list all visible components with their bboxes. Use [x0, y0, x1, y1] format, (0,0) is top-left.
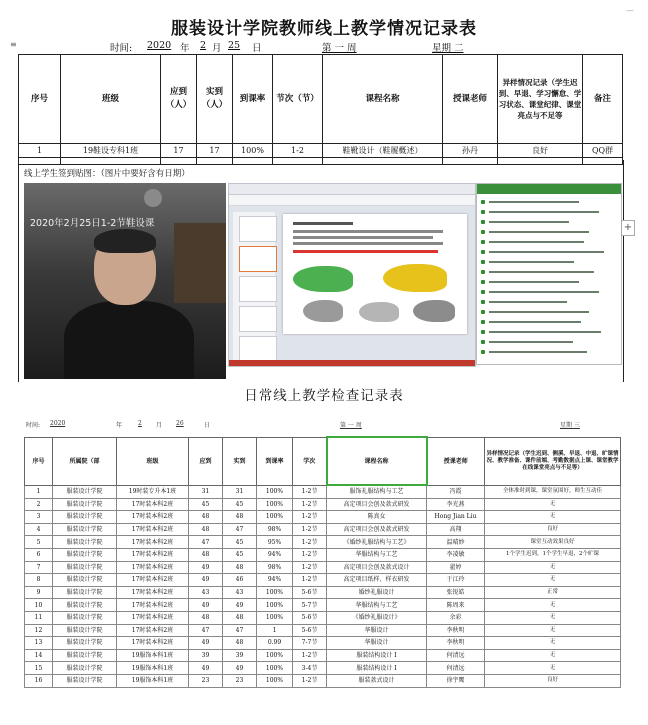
cell-index[interactable]: 7: [25, 561, 53, 574]
shoe-image-gray: [359, 302, 399, 322]
check-table-body: [25, 485, 621, 687]
cell-course[interactable]: 服饰礼服结构与工艺: [327, 485, 427, 498]
cell-actual[interactable]: 49: [223, 599, 257, 612]
header-period-2: 学次: [293, 437, 327, 485]
cell-department[interactable]: 服装设计学院: [53, 662, 117, 675]
cell-rate[interactable]: 100%: [257, 611, 293, 624]
cell-expected[interactable]: 49: [189, 637, 223, 650]
weekday-label-2: 星期 三: [560, 422, 580, 429]
teacher-hair-shape: [94, 229, 156, 253]
cell-teacher[interactable]: Hong Jian Liu: [427, 511, 485, 524]
cell-rate[interactable]: 100%: [257, 662, 293, 675]
cell-rate[interactable]: 98%: [257, 523, 293, 536]
cell-actual[interactable]: 48: [223, 561, 257, 574]
cell-course[interactable]: 《婚纱礼服设计》: [327, 611, 427, 624]
slide-text-line: [293, 236, 433, 239]
cell-rate[interactable]: 100%: [257, 586, 293, 599]
cell-index[interactable]: 12: [25, 624, 53, 637]
cell-class[interactable]: 17时装本科2班: [117, 523, 189, 536]
cell-course[interactable]: 服装结构设计 I: [327, 649, 427, 662]
header-attendance-rate-2: 到课率: [257, 437, 293, 485]
header-remarks: 备注: [583, 55, 623, 144]
cell-index[interactable]: 10: [25, 599, 53, 612]
cell-expected[interactable]: 49: [189, 599, 223, 612]
cell-index[interactable]: 14: [25, 649, 53, 662]
cell-notes[interactable]: 无: [485, 649, 621, 662]
cell-actual[interactable]: 46: [223, 574, 257, 587]
header-course-2[interactable]: 课程名称: [327, 437, 427, 485]
header-index: 序号: [19, 55, 61, 144]
cell-index[interactable]: 1: [25, 485, 53, 498]
cell-course[interactable]: 婚纱礼服设计: [327, 586, 427, 599]
cell-index[interactable]: 6: [25, 548, 53, 561]
cell-department[interactable]: 服装设计学院: [53, 485, 117, 498]
table-row: [25, 485, 621, 498]
cell-course[interactable]: 华服设计: [327, 624, 427, 637]
header-anomaly-notes-2: 异样情况记录（学生迟到、侧溪、早退、中退、旷课情况、教学准备、课件前端、考勤数据点上课、课堂教学在线课堂亮点与不足等）: [485, 437, 621, 485]
cell-course[interactable]: 陈真女: [327, 511, 427, 524]
cell-notes[interactable]: 良好: [485, 674, 621, 687]
time-month-unit: 月: [212, 43, 222, 54]
cell-class[interactable]: 19服饰本科1班: [117, 674, 189, 687]
cell-notes[interactable]: 无: [485, 561, 621, 574]
cell-notes[interactable]: 无: [485, 599, 621, 612]
time-year-unit: 年: [180, 43, 190, 54]
cell-course[interactable]: 高定项目会创及款式研发: [327, 523, 427, 536]
cell-department[interactable]: 服装设计学院: [53, 674, 117, 687]
slide-thumbnail: [239, 246, 277, 272]
header-teacher-2: 授课老师: [427, 437, 485, 485]
cell-class[interactable]: 17时装本科2班: [117, 624, 189, 637]
table-row: [25, 624, 621, 637]
cell-rate[interactable]: 98%: [257, 561, 293, 574]
table-row: [25, 599, 621, 612]
cell-period[interactable]: 1-2节: [293, 674, 327, 687]
cell-expected[interactable]: 48: [189, 611, 223, 624]
time-label-2: 时间:: [26, 422, 41, 429]
table-row: [25, 523, 621, 536]
time-month: 2: [200, 40, 207, 51]
cell-rate[interactable]: 100%: [257, 485, 293, 498]
time-day-unit-2: 日: [204, 422, 211, 429]
cell-period[interactable]: 1-2节: [293, 536, 327, 549]
cell-teacher[interactable]: 陈周来: [427, 599, 485, 612]
cell-actual[interactable]: 48: [223, 611, 257, 624]
cell-expected[interactable]: 23: [189, 674, 223, 687]
header-period: 节次（节）: [273, 55, 323, 144]
bookshelf-shape: [174, 223, 226, 303]
cell-expected[interactable]: 49: [189, 561, 223, 574]
cell-expected[interactable]: 31: [189, 485, 223, 498]
cell-teacher[interactable]: 李光燕: [427, 498, 485, 511]
cell-notes[interactable]: 良好: [498, 144, 583, 158]
table-row: [25, 649, 621, 662]
cell-class[interactable]: 17时装本科2班: [117, 536, 189, 549]
cell-rate[interactable]: 95%: [257, 536, 293, 549]
cell-actual[interactable]: 23: [223, 674, 257, 687]
cell-rate[interactable]: 100%: [257, 674, 293, 687]
cell-expected[interactable]: 48: [189, 523, 223, 536]
cell-notes[interactable]: 1个学生迟到，1个学生早退，2个旷课: [485, 548, 621, 561]
cell-department[interactable]: 服装设计学院: [53, 611, 117, 624]
cell-teacher[interactable]: 余彩: [427, 611, 485, 624]
cell-teacher[interactable]: 李秋明: [427, 624, 485, 637]
checkin-photo-video[interactable]: [24, 183, 226, 379]
slide-thumbnail: [239, 336, 277, 362]
cell-index[interactable]: 16: [25, 674, 53, 687]
cell-department[interactable]: 服装设计学院: [53, 511, 117, 524]
cell-notes[interactable]: 无: [485, 624, 621, 637]
cell-teacher[interactable]: 于江玲: [427, 574, 485, 587]
table-row: [25, 662, 621, 675]
cell-course[interactable]: 高定项目会创及款式研发: [327, 498, 427, 511]
cell-expected[interactable]: 45: [189, 498, 223, 511]
cell-notes[interactable]: 课堂互动效果良好: [485, 536, 621, 549]
cell-course[interactable]: 《婚纱礼服结构与工艺》: [327, 536, 427, 549]
header-actual-2: 实到: [223, 437, 257, 485]
slide-text-line: [293, 230, 443, 233]
header-index-2: 序号: [25, 437, 53, 485]
cell-index[interactable]: 2: [25, 498, 53, 511]
cell-course[interactable]: 华服结构与工艺: [327, 548, 427, 561]
slide-thumbnail-rail: [233, 212, 275, 360]
cell-class[interactable]: 19服饰本科1班: [117, 662, 189, 675]
header-teacher: 授课老师: [443, 55, 498, 144]
header-anomaly-notes: 异样情况记录（学生迟到、早退、学习懈怠、学习状态、课堂纪律、课堂亮点与不足等: [498, 55, 583, 144]
cell-class[interactable]: 17时装本科2班: [117, 511, 189, 524]
cell-period[interactable]: 7-7节: [293, 637, 327, 650]
cell-rate[interactable]: 100%: [257, 511, 293, 524]
cell-class[interactable]: 17时装本科2班: [117, 548, 189, 561]
cell-expected[interactable]: 49: [189, 574, 223, 587]
cell-rate[interactable]: 94%: [257, 574, 293, 587]
cell-expected[interactable]: 17: [161, 144, 197, 158]
cell-rate[interactable]: 100%: [257, 498, 293, 511]
cell-teacher[interactable]: 徐宇鹰: [427, 674, 485, 687]
time-label: 时间:: [110, 43, 133, 54]
cell-index[interactable]: 13: [25, 637, 53, 650]
cell-rate[interactable]: 94%: [257, 548, 293, 561]
weekday-label: 星期 二: [432, 43, 464, 54]
time-year: 2020: [147, 40, 172, 51]
table-row: [25, 611, 621, 624]
page-edge-dash: —: [626, 6, 634, 15]
cell-index[interactable]: 4: [25, 523, 53, 536]
cell-actual[interactable]: 45: [223, 536, 257, 549]
header-class-2: 班级: [117, 437, 189, 485]
table-move-handle-icon[interactable]: ≡: [10, 40, 17, 49]
checkin-photo-member-list[interactable]: [476, 183, 622, 365]
cell-actual[interactable]: 39: [223, 649, 257, 662]
cell-remarks[interactable]: QQ群: [583, 144, 623, 158]
cell-actual[interactable]: 31: [223, 485, 257, 498]
cell-expected[interactable]: 47: [189, 536, 223, 549]
cell-rate[interactable]: 100%: [233, 144, 273, 158]
header-class: 班级: [61, 55, 161, 144]
cell-department[interactable]: 服装设计学院: [53, 498, 117, 511]
time-day-2: 26: [176, 420, 184, 427]
table-row: [25, 498, 621, 511]
teacher-body-shape: [64, 301, 194, 379]
table-row: [25, 637, 621, 650]
cell-teacher[interactable]: 李凌敏: [427, 548, 485, 561]
check-record-table: [24, 436, 621, 688]
cell-class[interactable]: 17时装本科2班: [117, 561, 189, 574]
cell-index[interactable]: 5: [25, 536, 53, 549]
app-titlebar: [477, 184, 621, 194]
cell-teacher[interactable]: 高翔: [427, 523, 485, 536]
cell-teacher[interactable]: 张锐皓: [427, 586, 485, 599]
taskbar: [229, 360, 475, 366]
cell-course[interactable]: 华服设计: [327, 637, 427, 650]
app-menubar: [229, 184, 475, 195]
cell-course[interactable]: 鞋靴设计（鞋履概述）: [323, 144, 443, 158]
time-day: 25: [228, 40, 241, 51]
cell-actual[interactable]: 49: [223, 662, 257, 675]
photo-caption: 2020年2月25日1-2节鞋设课: [30, 218, 155, 229]
shoe-image-yellow: [383, 264, 447, 292]
cell-period[interactable]: 1-2节: [293, 523, 327, 536]
table-row: [25, 511, 621, 524]
cell-department[interactable]: 服装设计学院: [53, 649, 117, 662]
slide-thumbnail: [239, 216, 277, 242]
cell-department[interactable]: 服装设计学院: [53, 599, 117, 612]
cell-expected[interactable]: 48: [189, 511, 223, 524]
cell-teacher[interactable]: 翟婷: [427, 561, 485, 574]
cell-period[interactable]: 3-4节: [293, 662, 327, 675]
cell-period[interactable]: 1-2节: [293, 485, 327, 498]
record-title: 服装设计学院教师线上教学情况记录表: [171, 19, 477, 39]
table-row: [25, 586, 621, 599]
cell-department[interactable]: 服装设计学院: [53, 637, 117, 650]
header-attendance-rate: 到课率: [233, 55, 273, 144]
time-year-2: 2020: [50, 420, 66, 427]
cell-actual[interactable]: 47: [223, 624, 257, 637]
cell-actual[interactable]: 48: [223, 637, 257, 650]
cell-class[interactable]: 19服饰本科1班: [117, 649, 189, 662]
cell-notes[interactable]: 全体准时到课，课堂氛围好，师生互动佳: [485, 485, 621, 498]
cell-actual[interactable]: 47: [223, 523, 257, 536]
slide-text-line: [293, 242, 443, 245]
cell-class[interactable]: 17时装本科2班: [117, 586, 189, 599]
cell-period[interactable]: 5-6节: [293, 586, 327, 599]
cell-period[interactable]: 1-2: [273, 144, 323, 158]
add-page-button[interactable]: +: [621, 220, 635, 236]
cell-class[interactable]: 17时装本科2班: [117, 599, 189, 612]
cell-course[interactable]: 高定项目会创及款式设计: [327, 561, 427, 574]
cell-teacher[interactable]: 何清远: [427, 649, 485, 662]
cell-notes[interactable]: 无: [485, 498, 621, 511]
header-expected-2: 应到: [189, 437, 223, 485]
table-row: [25, 561, 621, 574]
week-label-2: 第 一 周: [340, 422, 362, 429]
cell-notes[interactable]: 良好: [485, 523, 621, 536]
slide-text-line-highlight: [293, 250, 438, 253]
cell-class[interactable]: 19鞋设专科1班: [61, 144, 161, 158]
shoe-image-gray: [413, 300, 455, 322]
header-actual: 实到（人）: [197, 55, 233, 144]
cell-notes[interactable]: 无: [485, 511, 621, 524]
shoe-image-gray: [303, 300, 343, 322]
cell-period[interactable]: 1-2节: [293, 498, 327, 511]
cell-index[interactable]: 11: [25, 611, 53, 624]
cell-index[interactable]: 1: [19, 144, 61, 158]
header-department: 所属院（部: [53, 437, 117, 485]
cell-rate[interactable]: 1: [257, 624, 293, 637]
time-day-unit: 日: [252, 43, 262, 54]
check-record-title: 日常线上教学检查记录表: [244, 388, 404, 404]
table-row: [25, 674, 621, 687]
cell-expected[interactable]: 48: [189, 548, 223, 561]
cell-notes[interactable]: 无: [485, 574, 621, 587]
cell-notes[interactable]: 无: [485, 637, 621, 650]
cell-course[interactable]: 服装款式设计: [327, 674, 427, 687]
cell-class[interactable]: 17时装本科2班: [117, 498, 189, 511]
slide-text-line: [293, 222, 353, 225]
cell-period[interactable]: 1-2节: [293, 649, 327, 662]
cell-actual[interactable]: 17: [197, 144, 233, 158]
cell-index[interactable]: 9: [25, 586, 53, 599]
cell-actual[interactable]: 43: [223, 586, 257, 599]
table-row: [25, 574, 621, 587]
cell-teacher[interactable]: 李秋明: [427, 637, 485, 650]
shoe-image-green: [293, 266, 353, 292]
cell-index[interactable]: 15: [25, 662, 53, 675]
cell-course[interactable]: 服装结构设计 I: [327, 662, 427, 675]
cell-rate[interactable]: 0.99: [257, 637, 293, 650]
cell-department[interactable]: 服装设计学院: [53, 523, 117, 536]
cell-expected[interactable]: 49: [189, 662, 223, 675]
cell-notes[interactable]: 正常: [485, 586, 621, 599]
checkin-photo-slides[interactable]: [228, 183, 476, 367]
header-expected: 应到（人）: [161, 55, 197, 144]
cell-actual[interactable]: 48: [223, 511, 257, 524]
cell-course[interactable]: 华服结构与工艺: [327, 599, 427, 612]
app-toolbar: [229, 195, 475, 206]
table-row: [25, 536, 621, 549]
cell-index[interactable]: 3: [25, 511, 53, 524]
cell-rate[interactable]: 100%: [257, 649, 293, 662]
table-row: [25, 548, 621, 561]
cell-department[interactable]: 服装设计学院: [53, 624, 117, 637]
cell-class[interactable]: 17时装本科2班: [117, 637, 189, 650]
header-course: 课程名称: [323, 55, 443, 144]
cell-teacher[interactable]: 冯霞: [427, 485, 485, 498]
slide-thumbnail: [239, 276, 277, 302]
cell-department[interactable]: 服装设计学院: [53, 548, 117, 561]
cell-department[interactable]: 服装设计学院: [53, 574, 117, 587]
cell-rate[interactable]: 100%: [257, 599, 293, 612]
avatar-icon: [144, 189, 162, 207]
cell-department[interactable]: 服装设计学院: [53, 536, 117, 549]
cell-department[interactable]: 服装设计学院: [53, 561, 117, 574]
time-year-unit-2: 年: [116, 422, 123, 429]
slide-thumbnail: [239, 306, 277, 332]
cell-teacher[interactable]: 温晴妙: [427, 536, 485, 549]
week-label: 第 一 周: [322, 43, 357, 54]
cell-class[interactable]: 19时装专升本1班: [117, 485, 189, 498]
cell-department[interactable]: 服装设计学院: [53, 586, 117, 599]
cell-actual[interactable]: 45: [223, 498, 257, 511]
cell-expected[interactable]: 43: [189, 586, 223, 599]
photos-label: 线上学生签到贴图：（图片中要好含有日期）: [24, 169, 190, 179]
table-row: [19, 144, 623, 158]
cell-period[interactable]: 1-2节: [293, 561, 327, 574]
cell-period[interactable]: 5-6节: [293, 624, 327, 637]
cell-period[interactable]: 5-6节: [293, 611, 327, 624]
current-slide: [283, 214, 467, 334]
record-table: [18, 54, 623, 165]
cell-index[interactable]: 8: [25, 574, 53, 587]
cell-period[interactable]: 1-2节: [293, 574, 327, 587]
cell-notes[interactable]: 无: [485, 611, 621, 624]
cell-period[interactable]: 1-2节: [293, 548, 327, 561]
cell-expected[interactable]: 39: [189, 649, 223, 662]
cell-teacher[interactable]: 何清远: [427, 662, 485, 675]
cell-class[interactable]: 17时装本科2班: [117, 611, 189, 624]
cell-period[interactable]: 5-7节: [293, 599, 327, 612]
cell-actual[interactable]: 45: [223, 548, 257, 561]
cell-teacher[interactable]: 孙丹: [443, 144, 498, 158]
cell-class[interactable]: 17时装本科2班: [117, 574, 189, 587]
cell-notes[interactable]: 无: [485, 662, 621, 675]
cell-course[interactable]: 高定项目纸样、样衣研发: [327, 574, 427, 587]
time-month-unit-2: 月: [156, 422, 163, 429]
cell-expected[interactable]: 47: [189, 624, 223, 637]
cell-period[interactable]: 1-2节: [293, 511, 327, 524]
time-month-2: 2: [138, 420, 142, 427]
